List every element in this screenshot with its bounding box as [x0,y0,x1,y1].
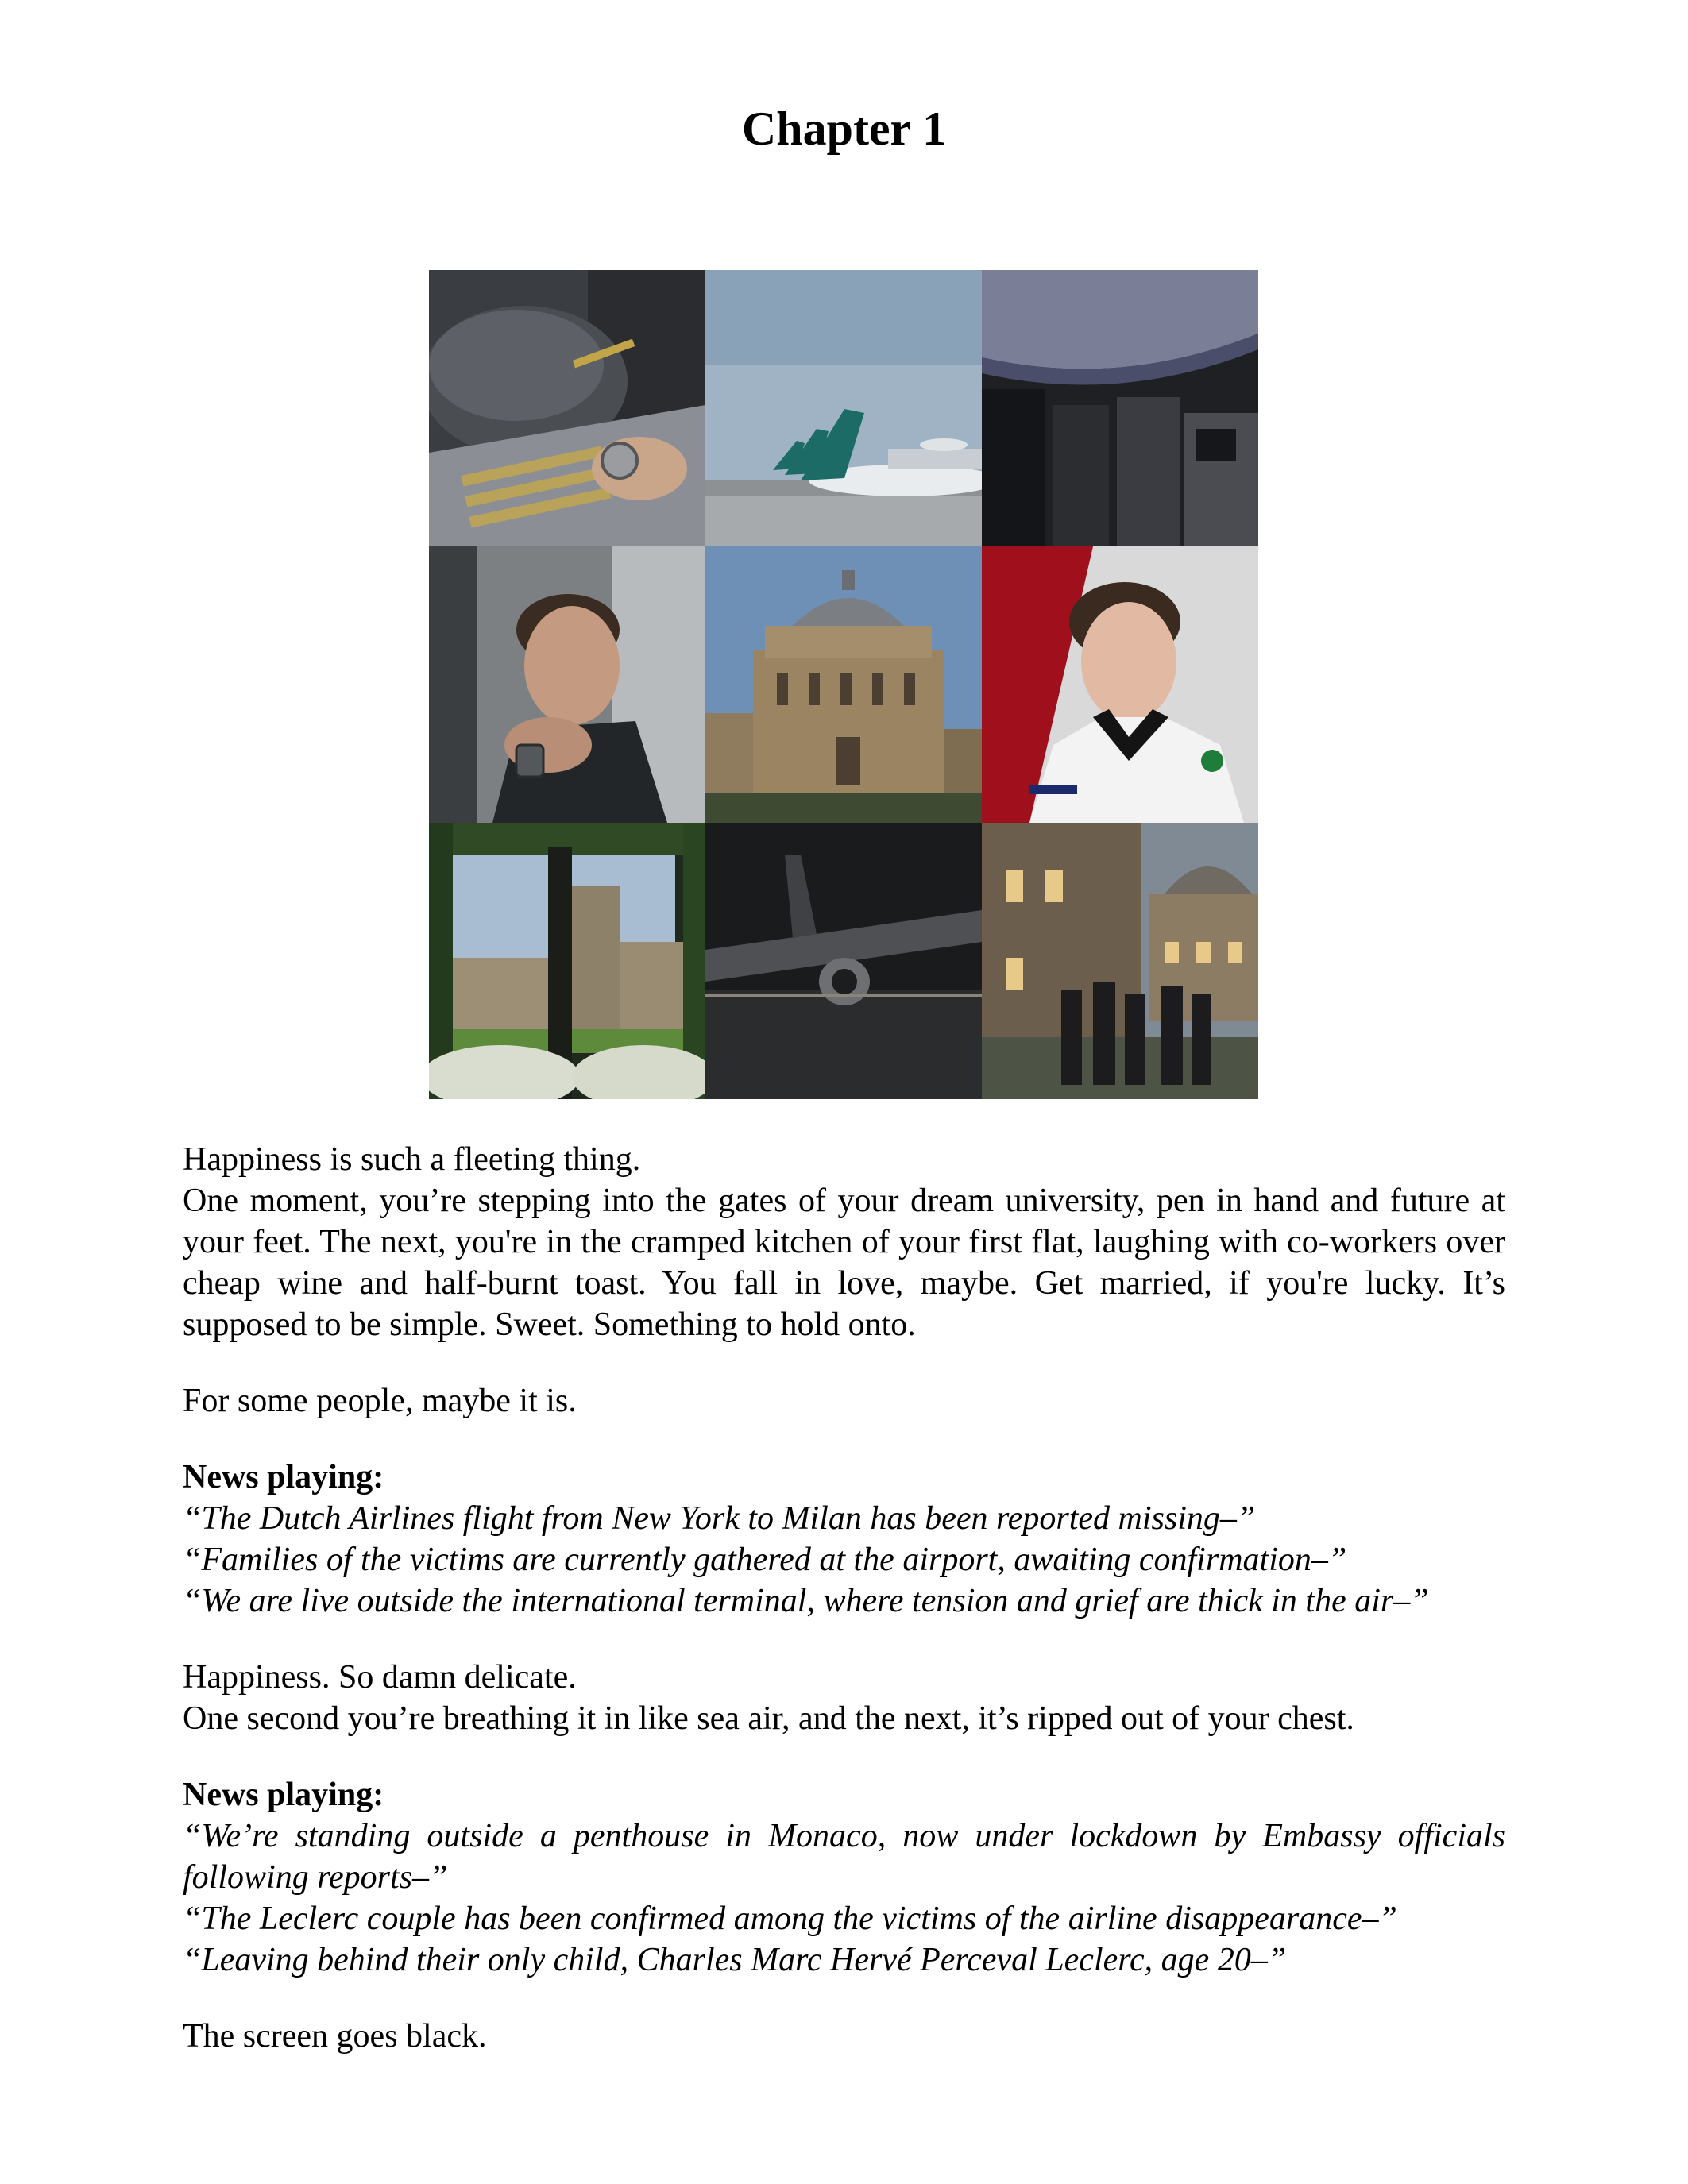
paragraph-line: One second you’re breathing it in like sea air, and the next, it’s ripped out of your chest. [183,1700,1354,1737]
paragraph-line: Happiness is such a fleeting thing. [183,1141,641,1178]
college-quad-through-arch-photo [429,823,705,1099]
news-heading: News playing: [183,1777,384,1813]
paragraph: One moment, you’re stepping into the gates of your dream university, pen in hand and future at your feet. The next, you're in the cramped kitchen of your first flat, laughing with co-workers over cheap wine and half-burnt toast. You fall in love, maybe. Get married, if you're lucky. It’s supposed to be simple. Sweet. Something to hold onto. [183,1183,1505,1343]
news-quote: “We are live outside the international terminal, where tension and grief are thick in the air–” [183,1583,1429,1619]
students-walking-at-night-photo [982,823,1258,1099]
chapter-body [183,1139,1505,2057]
paragraph-line: Happiness. So damn delicate. [183,1659,577,1696]
aircraft-cabin-photo [982,270,1258,546]
paragraph: The screen goes black. [183,2018,487,2055]
news-quote: “The Leclerc couple has been confirmed among the victims of the airline disappearance–” [183,1900,1397,1937]
news-quote: “Families of the victims are currently gathered at the airport, awaiting confirmation–” [183,1542,1347,1578]
airliners-on-tarmac-photo [705,270,982,546]
news-quote: “The Dutch Airlines flight from New York to Milan has been reported missing–” [183,1500,1256,1537]
photo-collage [429,270,1258,1099]
news-heading: News playing: [183,1459,384,1495]
radcliffe-camera-photo [705,546,982,823]
man-with-watch-portrait [429,546,705,823]
pilot-cap-and-watch-photo [429,270,705,546]
news-quote: “We’re standing outside a penthouse in Monaco, now under lockdown by Embassy officials following reports–” [183,1818,1505,1896]
chapter-title: Chapter 1 [741,102,947,155]
news-quote: “Leaving behind their only child, Charles Marc Hervé Perceval Leclerc, age 20–” [183,1942,1287,1978]
airplane-at-night-photo [705,823,982,1099]
paragraph: For some people, maybe it is. [183,1383,577,1419]
racing-driver-portrait [982,546,1258,823]
